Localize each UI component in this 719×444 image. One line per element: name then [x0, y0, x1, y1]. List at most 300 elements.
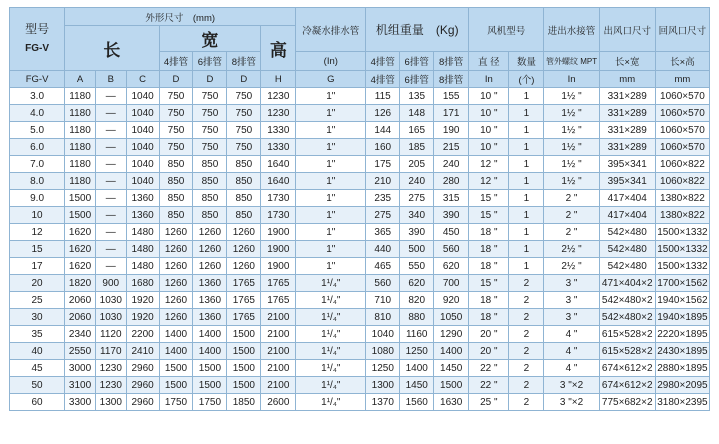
cell-fan-diameter: 18 " [469, 309, 509, 326]
fan-quantity-unit: (个) [509, 71, 544, 88]
cell-outlet-size: 331×289 [599, 105, 655, 122]
width-4-pipes: 4排管 [159, 52, 193, 71]
cell-water-pipe: 4 " [544, 360, 599, 377]
cell-weight-8: 1290 [434, 326, 469, 343]
cell-model: 12 [10, 224, 65, 241]
cell-water-pipe: 2½ " [544, 258, 599, 275]
cell-weight-6: 620 [400, 275, 434, 292]
cell-width-4: 1260 [159, 292, 193, 309]
cell-weight-8: 920 [434, 292, 469, 309]
cell-weight-6: 1450 [400, 377, 434, 394]
table-row [10, 139, 710, 156]
cell-model: 15 [10, 241, 65, 258]
cell-model: 7.0 [10, 156, 65, 173]
table-row [10, 241, 710, 258]
cell-model: 30 [10, 309, 65, 326]
cell-fan-quantity: 2 [509, 275, 544, 292]
cell-length-a: 1620 [65, 224, 96, 241]
cell-width-8: 1500 [227, 326, 261, 343]
cell-outlet-size: 331×289 [599, 139, 655, 156]
cell-outlet-size: 542×480 [599, 224, 655, 241]
cell-weight-4: 175 [366, 156, 400, 173]
cell-width-8: 850 [227, 173, 261, 190]
cell-length-c: 1040 [126, 173, 159, 190]
cell-height-h: 2100 [261, 343, 296, 360]
fan-quantity-header: 数量 [509, 52, 544, 71]
cell-outlet-size: 331×289 [599, 122, 655, 139]
cell-height-h: 1230 [261, 105, 296, 122]
cell-width-4: 1500 [159, 377, 193, 394]
cell-return-size: 1500×1332 [655, 258, 709, 275]
cell-width-4: 1260 [159, 309, 193, 326]
cell-model: 6.0 [10, 139, 65, 156]
cell-fan-diameter: 12 " [469, 173, 509, 190]
water-pipe-unit: In [544, 71, 599, 88]
cell-water-pipe: 3 " [544, 275, 599, 292]
cell-length-b: — [95, 224, 126, 241]
cell-water-pipe: 1½ " [544, 173, 599, 190]
cell-fan-diameter: 22 " [469, 377, 509, 394]
cell-drain-g: 1" [296, 241, 366, 258]
cell-water-pipe: 3 "×2 [544, 394, 599, 411]
letter-d-4: D [159, 71, 193, 88]
cell-length-a: 2550 [65, 343, 96, 360]
table-row [10, 275, 710, 292]
cell-length-b: — [95, 190, 126, 207]
cell-water-pipe: 4 " [544, 326, 599, 343]
cell-weight-4: 160 [366, 139, 400, 156]
fan-diameter-header: 直 径 [469, 52, 509, 71]
cell-weight-8: 215 [434, 139, 469, 156]
cell-width-8: 1765 [227, 292, 261, 309]
cell-weight-6: 205 [400, 156, 434, 173]
cell-length-c: 2960 [126, 394, 159, 411]
cell-weight-8: 700 [434, 275, 469, 292]
cell-weight-4: 1080 [366, 343, 400, 360]
cell-width-8: 750 [227, 139, 261, 156]
cell-height-h: 1330 [261, 139, 296, 156]
cell-return-size: 1700×1562 [655, 275, 709, 292]
cell-height-h: 2100 [261, 326, 296, 343]
cell-model: 3.0 [10, 88, 65, 105]
weight-4-pipes-sub: 4排管 [366, 71, 400, 88]
cell-width-8: 1765 [227, 275, 261, 292]
cell-return-size: 2220×1895 [655, 326, 709, 343]
cell-height-h: 1900 [261, 224, 296, 241]
cell-length-c: 1360 [126, 190, 159, 207]
cell-weight-6: 165 [400, 122, 434, 139]
cell-outlet-size: 395×341 [599, 173, 655, 190]
cell-fan-quantity: 1 [509, 207, 544, 224]
cell-weight-8: 1450 [434, 360, 469, 377]
cell-length-b: 1030 [95, 292, 126, 309]
cell-drain-g: 1" [296, 258, 366, 275]
cell-outlet-size: 542×480 [599, 258, 655, 275]
cell-length-c: 1040 [126, 88, 159, 105]
cell-weight-4: 1250 [366, 360, 400, 377]
cell-model: 45 [10, 360, 65, 377]
return-header: 回风口尺寸 [655, 8, 709, 52]
cell-fan-quantity: 2 [509, 309, 544, 326]
cell-outlet-size: 417×404 [599, 190, 655, 207]
cell-weight-4: 1040 [366, 326, 400, 343]
cell-width-8: 1500 [227, 360, 261, 377]
cell-width-8: 850 [227, 190, 261, 207]
cell-outlet-size: 775×682×2 [599, 394, 655, 411]
cell-drain-g: 1¹/₄" [296, 309, 366, 326]
cell-drain-g: 1" [296, 88, 366, 105]
cell-fan-diameter: 25 " [469, 394, 509, 411]
cell-length-c: 1480 [126, 258, 159, 275]
cell-length-a: 1180 [65, 88, 96, 105]
cell-weight-8: 240 [434, 156, 469, 173]
water-pipe-sub-header: 管外螺纹 MPT [544, 52, 599, 71]
cell-length-c: 2960 [126, 377, 159, 394]
cell-weight-6: 148 [400, 105, 434, 122]
cell-length-b: — [95, 241, 126, 258]
cell-weight-4: 440 [366, 241, 400, 258]
cell-drain-g: 1¹/₄" [296, 292, 366, 309]
cell-width-8: 1260 [227, 258, 261, 275]
cell-width-4: 750 [159, 139, 193, 156]
table-row [10, 258, 710, 275]
cell-return-size: 1060×822 [655, 156, 709, 173]
return-unit: mm [655, 71, 709, 88]
cell-model: 60 [10, 394, 65, 411]
cell-fan-quantity: 1 [509, 156, 544, 173]
cell-fan-diameter: 22 " [469, 360, 509, 377]
cell-fan-diameter: 20 " [469, 326, 509, 343]
cell-width-4: 1500 [159, 360, 193, 377]
cell-return-size: 3180×2395 [655, 394, 709, 411]
cell-return-size: 2430×1895 [655, 343, 709, 360]
cell-outlet-size: 331×289 [599, 88, 655, 105]
cell-weight-8: 560 [434, 241, 469, 258]
cell-width-8: 1260 [227, 224, 261, 241]
table-row [10, 207, 710, 224]
cell-width-6: 750 [193, 122, 227, 139]
cell-weight-8: 190 [434, 122, 469, 139]
cell-weight-4: 560 [366, 275, 400, 292]
cell-width-4: 750 [159, 105, 193, 122]
cell-model: 25 [10, 292, 65, 309]
cell-weight-4: 275 [366, 207, 400, 224]
table-row [10, 88, 710, 105]
cell-weight-4: 144 [366, 122, 400, 139]
cell-width-8: 750 [227, 122, 261, 139]
cell-width-6: 1500 [193, 377, 227, 394]
cell-width-8: 1500 [227, 343, 261, 360]
cell-weight-6: 1560 [400, 394, 434, 411]
cell-drain-g: 1" [296, 207, 366, 224]
cell-weight-4: 210 [366, 173, 400, 190]
cell-fan-diameter: 15 " [469, 275, 509, 292]
weight-8-pipes-sub: 8排管 [434, 71, 469, 88]
cell-fan-quantity: 1 [509, 122, 544, 139]
cell-length-c: 2960 [126, 360, 159, 377]
cell-length-a: 1180 [65, 139, 96, 156]
cell-water-pipe: 3 " [544, 309, 599, 326]
cell-length-a: 1180 [65, 156, 96, 173]
cell-width-6: 750 [193, 105, 227, 122]
cell-weight-6: 135 [400, 88, 434, 105]
cell-fan-diameter: 10 " [469, 88, 509, 105]
cell-weight-8: 1400 [434, 343, 469, 360]
width-header: 宽 [159, 26, 261, 52]
cell-drain-g: 1¹/₄" [296, 275, 366, 292]
table-header [10, 8, 710, 88]
cell-weight-8: 1050 [434, 309, 469, 326]
cell-outlet-size: 542×480 [599, 241, 655, 258]
cell-weight-4: 810 [366, 309, 400, 326]
table-row [10, 326, 710, 343]
cell-length-c: 1360 [126, 207, 159, 224]
cell-width-4: 1260 [159, 224, 193, 241]
cell-fan-diameter: 15 " [469, 190, 509, 207]
cell-water-pipe: 4 " [544, 343, 599, 360]
cell-width-8: 850 [227, 207, 261, 224]
cell-weight-6: 1250 [400, 343, 434, 360]
cell-length-c: 1040 [126, 156, 159, 173]
cell-weight-6: 1400 [400, 360, 434, 377]
cell-fan-quantity: 2 [509, 326, 544, 343]
cell-width-6: 1400 [193, 343, 227, 360]
cell-length-a: 1180 [65, 122, 96, 139]
cell-weight-4: 1300 [366, 377, 400, 394]
length-header: 长 [65, 26, 159, 71]
cell-length-b: — [95, 105, 126, 122]
cell-weight-6: 240 [400, 173, 434, 190]
width-8-pipes: 8排管 [227, 52, 261, 71]
cell-model: 35 [10, 326, 65, 343]
cell-height-h: 1640 [261, 156, 296, 173]
table-row [10, 122, 710, 139]
cell-width-4: 850 [159, 207, 193, 224]
cell-model: 9.0 [10, 190, 65, 207]
cell-weight-8: 171 [434, 105, 469, 122]
cell-length-a: 1500 [65, 190, 96, 207]
cell-outlet-size: 417×404 [599, 207, 655, 224]
letter-c: C [126, 71, 159, 88]
cell-width-4: 1400 [159, 326, 193, 343]
cell-outlet-size: 674×612×2 [599, 360, 655, 377]
cell-length-b: 1230 [95, 377, 126, 394]
cell-weight-6: 550 [400, 258, 434, 275]
cell-fan-diameter: 10 " [469, 122, 509, 139]
cell-length-c: 1040 [126, 139, 159, 156]
cell-return-size: 1500×1332 [655, 241, 709, 258]
cell-water-pipe: 1½ " [544, 156, 599, 173]
cell-width-4: 850 [159, 190, 193, 207]
cell-water-pipe: 2½ " [544, 241, 599, 258]
cell-width-8: 1850 [227, 394, 261, 411]
cell-drain-g: 1¹/₄" [296, 360, 366, 377]
cell-width-6: 750 [193, 139, 227, 156]
cell-length-c: 2200 [126, 326, 159, 343]
cell-water-pipe: 1½ " [544, 139, 599, 156]
cell-return-size: 1060×570 [655, 122, 709, 139]
cell-water-pipe: 2 " [544, 190, 599, 207]
cell-length-b: 1120 [95, 326, 126, 343]
cell-fan-diameter: 20 " [469, 343, 509, 360]
table-row [10, 173, 710, 190]
letter-b: B [95, 71, 126, 88]
cell-length-a: 1820 [65, 275, 96, 292]
cell-length-b: — [95, 139, 126, 156]
cell-height-h: 1765 [261, 292, 296, 309]
cell-fan-quantity: 1 [509, 105, 544, 122]
cell-outlet-size: 674×612×2 [599, 377, 655, 394]
cell-width-4: 750 [159, 88, 193, 105]
cell-fan-quantity: 1 [509, 258, 544, 275]
weight-header: 机组重量 (Kg) [366, 8, 469, 52]
cell-length-a: 2060 [65, 292, 96, 309]
cell-fan-quantity: 1 [509, 241, 544, 258]
cell-weight-4: 235 [366, 190, 400, 207]
cell-length-a: 1180 [65, 105, 96, 122]
cell-height-h: 2100 [261, 309, 296, 326]
cell-return-size: 1060×570 [655, 139, 709, 156]
cell-width-4: 1260 [159, 241, 193, 258]
cell-length-a: 2060 [65, 309, 96, 326]
cell-weight-8: 155 [434, 88, 469, 105]
cell-height-h: 1330 [261, 122, 296, 139]
model-sub-header-cell: FG-V [10, 71, 65, 88]
cell-width-8: 850 [227, 156, 261, 173]
cell-fan-quantity: 1 [509, 173, 544, 190]
height-header: 高 [261, 26, 296, 71]
cell-fan-diameter: 18 " [469, 224, 509, 241]
table-row [10, 309, 710, 326]
table-row [10, 156, 710, 173]
cell-weight-4: 126 [366, 105, 400, 122]
cell-width-6: 1500 [193, 360, 227, 377]
cell-weight-8: 450 [434, 224, 469, 241]
table-row [10, 394, 710, 411]
cell-length-c: 1480 [126, 224, 159, 241]
cell-water-pipe: 1½ " [544, 105, 599, 122]
cell-weight-8: 1630 [434, 394, 469, 411]
cell-length-b: 1030 [95, 309, 126, 326]
cell-weight-6: 275 [400, 190, 434, 207]
cell-return-size: 1380×822 [655, 190, 709, 207]
cell-weight-6: 880 [400, 309, 434, 326]
cell-length-b: — [95, 122, 126, 139]
weight-6-pipes-sub: 6排管 [400, 71, 434, 88]
cell-outlet-size: 615×528×2 [599, 343, 655, 360]
cell-weight-4: 710 [366, 292, 400, 309]
cell-drain-g: 1¹/₄" [296, 394, 366, 411]
cell-length-b: 1300 [95, 394, 126, 411]
cell-height-h: 1900 [261, 241, 296, 258]
outlet-header: 出风口尺寸 [599, 8, 655, 52]
cell-fan-diameter: 10 " [469, 139, 509, 156]
cell-model: 4.0 [10, 105, 65, 122]
table-row [10, 292, 710, 309]
cell-width-4: 850 [159, 173, 193, 190]
cell-width-6: 750 [193, 88, 227, 105]
cell-length-c: 1920 [126, 309, 159, 326]
cell-drain-g: 1" [296, 190, 366, 207]
cell-length-c: 1040 [126, 105, 159, 122]
cell-drain-g: 1" [296, 173, 366, 190]
cell-drain-g: 1¹/₄" [296, 326, 366, 343]
cell-width-6: 1750 [193, 394, 227, 411]
cell-length-c: 1920 [126, 292, 159, 309]
cell-width-6: 1260 [193, 258, 227, 275]
cell-fan-diameter: 10 " [469, 105, 509, 122]
cell-weight-4: 115 [366, 88, 400, 105]
cell-fan-quantity: 1 [509, 139, 544, 156]
cell-fan-quantity: 1 [509, 88, 544, 105]
cell-model: 5.0 [10, 122, 65, 139]
letter-d-8: D [227, 71, 261, 88]
cell-weight-8: 390 [434, 207, 469, 224]
cell-length-a: 1620 [65, 241, 96, 258]
cell-length-b: 1170 [95, 343, 126, 360]
cell-return-size: 1060×570 [655, 105, 709, 122]
cell-model: 10 [10, 207, 65, 224]
cell-length-b: — [95, 173, 126, 190]
cell-height-h: 2100 [261, 377, 296, 394]
cell-width-6: 1360 [193, 275, 227, 292]
table-body [10, 88, 710, 411]
cell-length-b: — [95, 207, 126, 224]
cell-height-h: 1230 [261, 88, 296, 105]
cell-fan-diameter: 18 " [469, 258, 509, 275]
cell-water-pipe: 3 "×2 [544, 377, 599, 394]
cell-length-c: 1480 [126, 241, 159, 258]
cell-return-size: 2980×2095 [655, 377, 709, 394]
cell-weight-4: 1370 [366, 394, 400, 411]
cell-width-6: 1360 [193, 292, 227, 309]
dimensions-header: 外形尺寸 (mm) [65, 8, 296, 26]
cell-width-6: 1260 [193, 241, 227, 258]
cell-return-size: 1500×1332 [655, 224, 709, 241]
cell-return-size: 1060×570 [655, 88, 709, 105]
cell-width-6: 850 [193, 207, 227, 224]
outlet-unit: mm [599, 71, 655, 88]
table-row [10, 105, 710, 122]
model-sub-label: FG-V [25, 43, 50, 54]
cell-drain-g: 1¹/₄" [296, 377, 366, 394]
letter-g: G [296, 71, 366, 88]
cell-length-c: 1680 [126, 275, 159, 292]
cell-length-a: 1180 [65, 173, 96, 190]
weight-4-pipes: 4排管 [366, 52, 400, 71]
drain-unit: (In) [296, 52, 366, 71]
cell-fan-quantity: 1 [509, 190, 544, 207]
letter-a: A [65, 71, 96, 88]
cell-weight-8: 315 [434, 190, 469, 207]
cell-outlet-size: 395×341 [599, 156, 655, 173]
cell-model: 20 [10, 275, 65, 292]
cell-water-pipe: 3 " [544, 292, 599, 309]
weight-8-pipes: 8排管 [434, 52, 469, 71]
table-row [10, 360, 710, 377]
cell-length-b: — [95, 258, 126, 275]
cell-weight-6: 185 [400, 139, 434, 156]
cell-width-8: 1500 [227, 377, 261, 394]
cell-width-6: 1260 [193, 224, 227, 241]
cell-fan-quantity: 2 [509, 394, 544, 411]
cell-weight-6: 1160 [400, 326, 434, 343]
cell-fan-quantity: 2 [509, 343, 544, 360]
cell-outlet-size: 542×480×2 [599, 309, 655, 326]
cell-fan-quantity: 2 [509, 377, 544, 394]
cell-width-8: 750 [227, 105, 261, 122]
cell-water-pipe: 2 " [544, 207, 599, 224]
